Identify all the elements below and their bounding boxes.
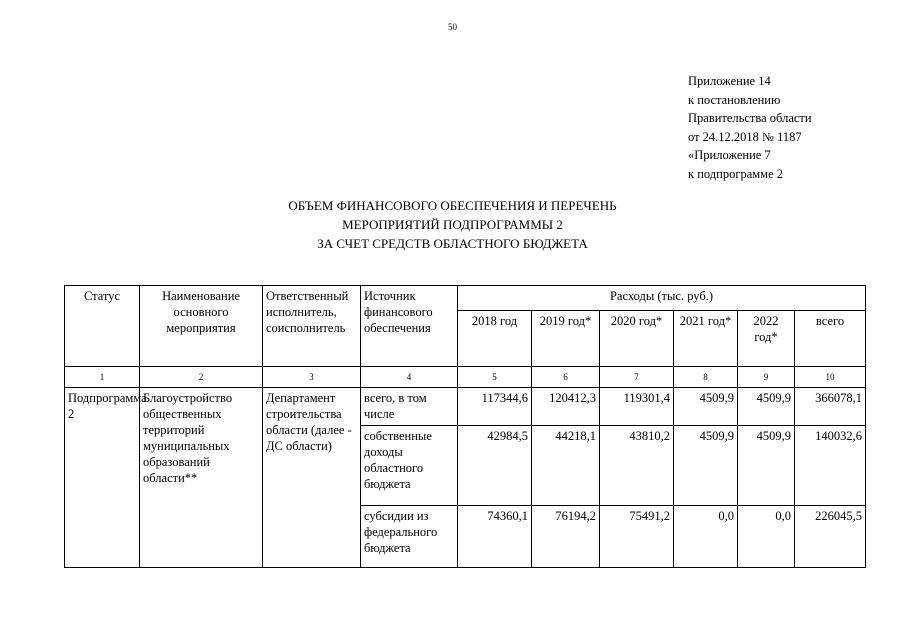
appendix-line: от 24.12.2018 № 1187 (688, 129, 802, 144)
title-line: ОБЪЕМ ФИНАНСОВОГО ОБЕСПЕЧЕНИЯ И ПЕРЕЧЕНЬ (288, 198, 617, 213)
header-year: 2022 год* (738, 311, 795, 367)
row-value: 119301,4 (600, 388, 674, 426)
title-line: МЕРОПРИЯТИЙ ПОДПРОГРАММЫ 2 (342, 217, 563, 232)
row-source: субсидии из федерального бюджета (361, 506, 458, 568)
row-source: всего, в том числе (361, 388, 458, 426)
document-title (0, 196, 905, 253)
header-source: Источник финансового обеспечения (361, 286, 458, 367)
row-value: 4509,9 (674, 388, 738, 426)
title-line: ЗА СЧЕТ СРЕДСТВ ОБЛАСТНОГО БЮДЖЕТА (317, 236, 588, 251)
row-value: 0,0 (674, 506, 738, 568)
header-name: Наименование основного мероприятия (140, 286, 263, 367)
row-value: 4509,9 (738, 388, 795, 426)
column-number-row (65, 367, 866, 388)
column-number: 5 (458, 367, 532, 388)
column-number: 9 (738, 367, 795, 388)
row-value: 75491,2 (600, 506, 674, 568)
row-value: 117344,6 (458, 388, 532, 426)
appendix-line: «Приложение 7 (688, 148, 771, 162)
row-value: 226045,5 (795, 506, 866, 568)
header-year: 2020 год* (600, 311, 674, 367)
header-total: всего (795, 311, 866, 367)
row-value: 366078,1 (795, 388, 866, 426)
appendix-line: к подпрограмме 2 (688, 166, 783, 181)
row-value: 43810,2 (600, 426, 674, 506)
expenses-table (64, 285, 866, 568)
appendix-line: к постановлению (688, 92, 781, 107)
column-number: 1 (65, 367, 140, 388)
row-name: Благоустройство общественных территорий муниципальных образований области** (140, 388, 263, 568)
column-number: 7 (600, 367, 674, 388)
column-number: 3 (263, 367, 361, 388)
column-number: 10 (795, 367, 866, 388)
header-year: 2019 год* (532, 311, 600, 367)
column-number: 4 (361, 367, 458, 388)
column-number: 8 (674, 367, 738, 388)
header-status: Статус (65, 286, 140, 367)
row-value: 76194,2 (532, 506, 600, 568)
page-number: 50 (448, 22, 457, 32)
header-executor: Ответственный исполнитель, соисполнитель (263, 286, 361, 367)
row-executor: Департамент строительства области (далее - ДС области) (263, 388, 361, 568)
row-value: 42984,5 (458, 426, 532, 506)
row-value: 74360,1 (458, 506, 532, 568)
header-year: 2021 год* (674, 311, 738, 367)
row-value: 120412,3 (532, 388, 600, 426)
row-source: собственные доходы областного бюджета (361, 426, 458, 506)
header-row (65, 286, 866, 311)
header-expenses: Расходы (тыс. руб.) (458, 286, 866, 311)
appendix-line: Правительства области (688, 111, 812, 125)
row-value: 44218,1 (532, 426, 600, 506)
row-value: 0,0 (738, 506, 795, 568)
table-row (65, 388, 866, 426)
appendix-line: Приложение 14 (688, 74, 771, 88)
row-status: Подпрограмма 2 (65, 388, 140, 568)
header-year: 2018 год (458, 311, 532, 367)
row-value: 4509,9 (674, 426, 738, 506)
column-number: 6 (532, 367, 600, 388)
row-value: 4509,9 (738, 426, 795, 506)
appendix-note (688, 72, 812, 183)
row-value: 140032,6 (795, 426, 866, 506)
column-number: 2 (140, 367, 263, 388)
